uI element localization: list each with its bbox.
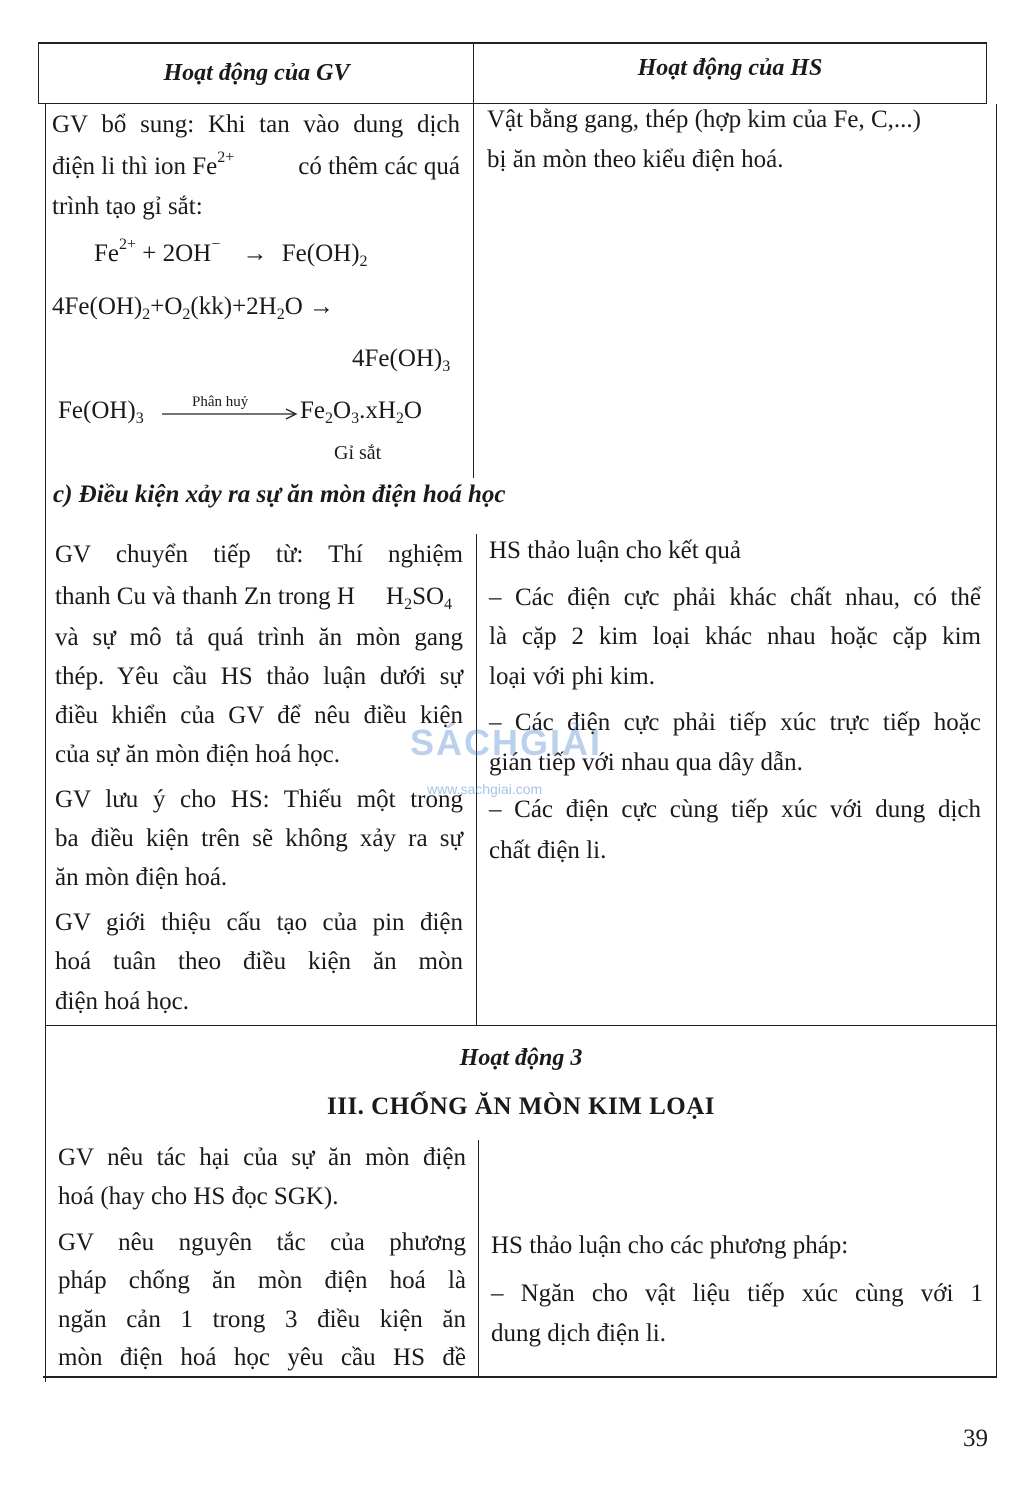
- page-number: 39: [963, 1425, 988, 1452]
- watermark-logo: SÁCHGIẢI: [410, 722, 603, 763]
- row2-hs-line: HS thảo luận cho kết quả: [489, 537, 742, 564]
- row1-hs-line1: Vật bằng gang, thép (hợp kim của Fe, C,...): [487, 106, 921, 133]
- column-divider-3: [478, 1140, 479, 1376]
- row3-hs-line: dung dịch điện li.: [491, 1320, 666, 1347]
- header-gv: Hoạt động của GV: [163, 60, 350, 86]
- row-divider-activity3: [45, 1025, 997, 1026]
- header-hs: Hoạt động của HS: [637, 55, 823, 81]
- row2-hs-line: chất điện li.: [489, 837, 607, 864]
- equation-3-product: $Fe_2O_3.xH_2O$: [300, 397, 422, 427]
- row2-gv-line: và sự mô tả quá trình ăn mòn gang: [55, 624, 463, 651]
- row2-hs-line: loại với phi kim.: [489, 663, 655, 690]
- row2-gv-line: GV chuyển tiếp từ: Thí nghiệm: [55, 541, 463, 568]
- decomposition-label: Phân huỷ: [192, 394, 249, 410]
- equation-3: $Fe(OH)_3$: [58, 397, 144, 427]
- row2-hs-line: – Các điện cực cùng tiếp xúc với dung dịch: [489, 796, 981, 823]
- equation-2: $4Fe(OH)_2+O_2(kk)+2H_2O$ →: [52, 293, 335, 323]
- row2-gv-intro-line: GV giới thiệu cấu tạo của pin điện: [55, 909, 463, 936]
- row3-gv-line: GV nêu tác hại của sự ăn mòn điện: [58, 1144, 466, 1171]
- section-c-heading: c) Điều kiện xảy ra sự ăn mòn điện hoá học: [53, 481, 506, 508]
- row2-gv-note-line: ba điều kiện trên sẽ không xảy ra sự: [55, 825, 463, 852]
- row2-hs-line: gián tiếp với nhau qua dây dẫn.: [489, 749, 803, 776]
- row2-gv-intro-line: điện hoá học.: [55, 988, 189, 1015]
- decomposition-arrow-icon: [162, 408, 302, 420]
- row1-gv-line2: điện li thì ion $Fe^{2+}$ có thêm các quá: [52, 149, 460, 180]
- table-top-border: [38, 42, 986, 44]
- row3-gv-line: hoá (hay cho HS đọc SGK).: [58, 1183, 339, 1210]
- table-left-border: [38, 42, 39, 104]
- activity3-title: III. CHỐNG ĂN MÒN KIM LOẠI: [326, 1093, 715, 1120]
- row3-gv-line: mòn điện hoá học yêu cầu HS đề: [58, 1344, 466, 1371]
- rust-label: Gỉ sắt: [334, 442, 382, 464]
- row2-gv-line: thanh Cu và thanh Zn trong H: [55, 583, 355, 610]
- equation-1: $Fe^{2+} + 2OH^- \to Fe(OH)_2$: [94, 236, 368, 270]
- table-right-border: [986, 42, 987, 104]
- row2-gv-note-line: GV lưu ý cho HS: Thiếu một trong: [55, 786, 463, 813]
- row3-hs-line: – Ngăn cho vật liệu tiếp xúc cùng với 1: [491, 1280, 983, 1307]
- row2-gv-formula: $H_2SO_4$: [386, 583, 453, 613]
- table-left-border-lower: [45, 104, 46, 1382]
- row1-gv-line1: GV bổ sung: Khi tan vào dung dịch: [52, 111, 460, 138]
- activity3-label: Hoạt động 3: [459, 1045, 583, 1071]
- row2-gv-line: của sự ăn mòn điện hoá học.: [55, 741, 340, 768]
- equation-2-product: $4Fe(OH)_3$: [352, 345, 451, 375]
- row3-hs-line: HS thảo luận cho các phương pháp:: [491, 1232, 849, 1259]
- row2-gv-note-line: ăn mòn điện hoá.: [55, 864, 228, 891]
- row3-gv-line: GV nêu nguyên tắc của phương: [58, 1229, 466, 1256]
- column-divider-1: [473, 42, 474, 478]
- row2-gv-line: điều khiển của GV để nêu điều kiện: [55, 702, 463, 729]
- row3-gv-line: ngăn cản 1 trong 3 điều kiện ăn: [58, 1306, 466, 1333]
- row3-gv-line: pháp chống ăn mòn điện hoá là: [58, 1267, 466, 1294]
- watermark-url: www.sachgiai.com: [427, 781, 543, 797]
- column-divider-2: [476, 534, 477, 1026]
- row1-gv-line3: trình tạo gỉ sắt:: [52, 193, 203, 220]
- row2-gv-intro-line: hoá tuân theo điều kiện ăn mòn: [55, 948, 463, 975]
- row2-gv-line: thép. Yêu cầu HS thảo luận dưới sự: [55, 663, 463, 690]
- row1-hs-line2: bị ăn mòn theo kiểu điện hoá.: [487, 146, 784, 173]
- row2-hs-line: là cặp 2 kim loại khác nhau hoặc cặp kim: [489, 623, 981, 650]
- row2-hs-line: – Các điện cực phải tiếp xúc trực tiếp hoặc: [489, 709, 981, 736]
- table-right-border-lower: [996, 104, 997, 1376]
- row2-hs-line: – Các điện cực phải khác chất nhau, có thể: [489, 584, 981, 611]
